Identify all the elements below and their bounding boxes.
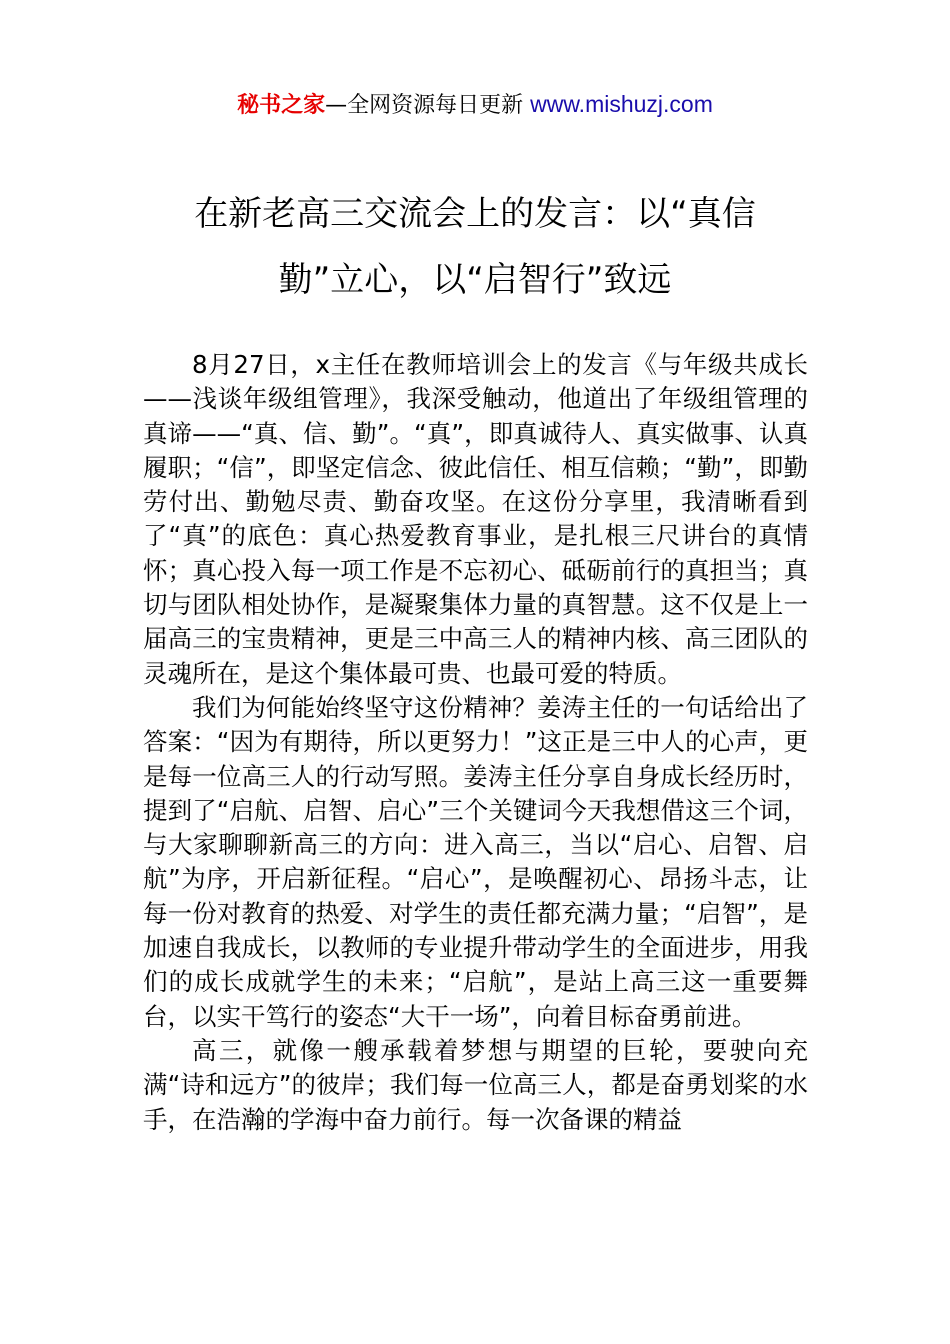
title-line-1: 在新老高三交流会上的发言：以“真信 xyxy=(194,194,756,234)
document-body xyxy=(143,348,808,1137)
body-paragraph-1: 8月27日，x主任在教师培训会上的发言《与年级共成长——浅谈年级组管理》，我深受触动，他道出了年级组管理的真谛——“真、信、勤”。“真”，即真诚待人、真实做事、认真履职；“信”，即坚定信念、彼此信任、相互信赖；“勤”，即勤劳付出、勤勉尽责、勤奋攻坚。在这份分享里，我清晰看到了“真”的底色：真心热爱教育事业，是扎根三尺讲台的真情怀；真心投入每一项工作是不忘初心、砥砺前行的真担当；真切与团队相处协作，是凝聚集体力量的真智慧。这不仅是上一届高三的宝贵精神，更是三中高三人的精神内核、高三团队的灵魂所在，是这个集体最可贵、也最可爱的特质。 xyxy=(143,350,808,688)
header-slogan: —全网资源每日更新 xyxy=(325,93,531,118)
site-url-link[interactable]: www.mishuzj.com xyxy=(530,91,713,117)
site-header xyxy=(0,88,950,122)
title-line-2: 勤”立心，以“启智行”致远 xyxy=(278,260,672,300)
body-paragraph-3: 高三，就像一艘承载着梦想与期望的巨轮，要驶向充满“诗和远方”的彼岸；我们每一位高三人，都是奋勇划桨的水手，在浩瀚的学海中奋力前行。每一次备课的精益 xyxy=(143,1035,808,1134)
body-paragraph-2: 我们为何能始终坚守这份精神？姜涛主任的一句话给出了答案：“因为有期待，所以更努力！”这正是三中人的心声，更是每一位高三人的行动写照。姜涛主任分享自身成长经历时，提到了“启航、启智、启心”三个关键词今天我想借这三个词，与大家聊聊新高三的方向：进入高三，当以“启心、启智、启航”为序，开启新征程。“启心”，是唤醒初心、昂扬斗志，让每一份对教育的热爱、对学生的责任都充满力量；“启智”，是加速自我成长，以教师的专业提升带动学生的全面进步，用我们的成长成就学生的未来；“启航”，是站上高三这一重要舞台，以实干笃行的姿态“大干一场”，向着目标奋勇前进。 xyxy=(143,692,808,1031)
document-title xyxy=(130,181,820,313)
brand-name: 秘书之家 xyxy=(237,93,326,118)
